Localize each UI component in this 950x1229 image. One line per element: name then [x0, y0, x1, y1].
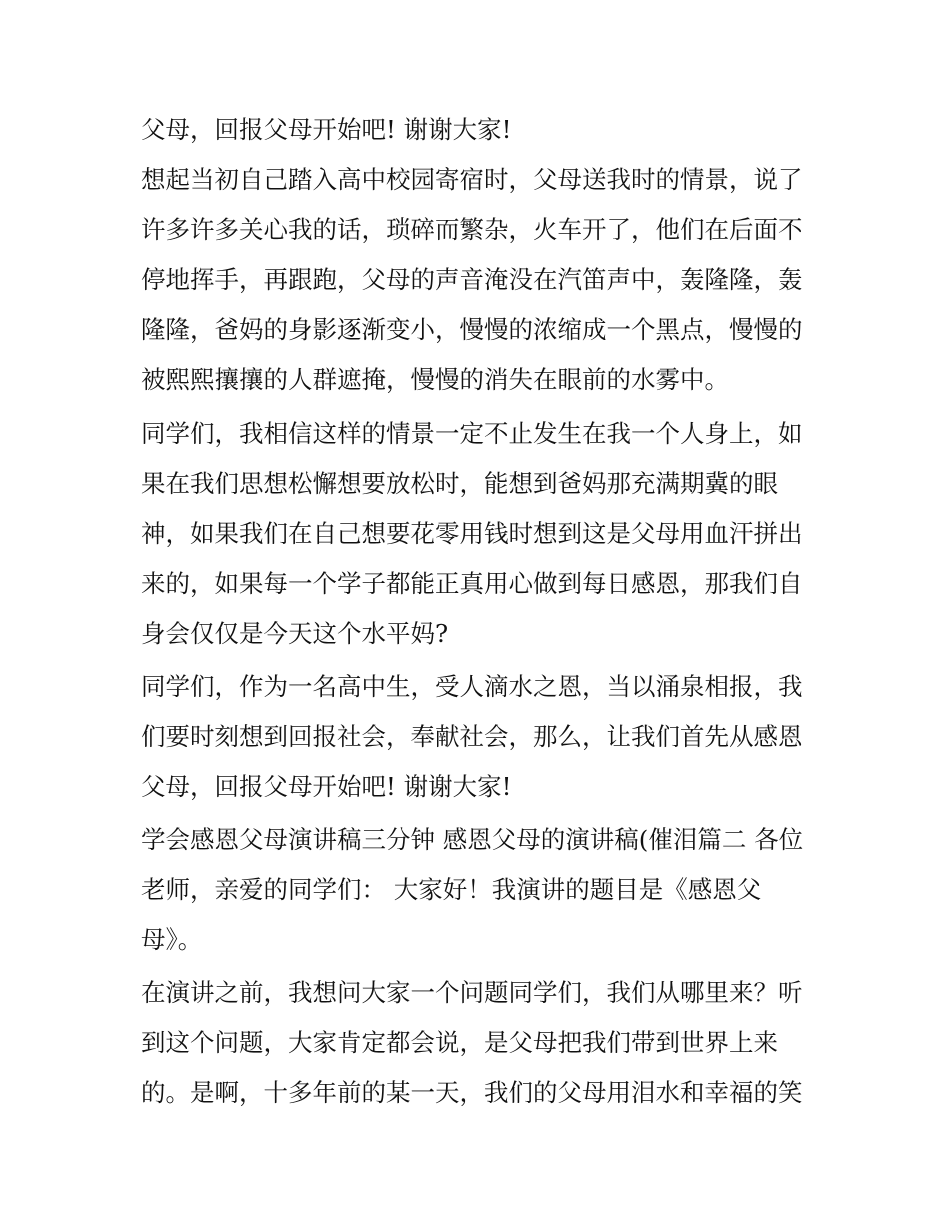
text-line-11: 身会仅仅是今天这个水平妈?: [141, 619, 449, 648]
text-line-7: 同学们，我相信这样的情景一定不止发生在我一个人身上，如: [141, 419, 803, 448]
text-line-18: 在演讲之前，我想问大家一个问题同学们，我们从哪里来？听: [141, 978, 803, 1007]
text-line-5: 隆隆，爸妈的身影逐渐变小，慢慢的浓缩成一个黑点，慢慢的: [141, 315, 803, 344]
text-line-8: 果在我们思想松懈想要放松时，能想到爸妈那充满期冀的眼: [141, 469, 778, 498]
text-line-2: 想起当初自己踏入高中校园寄宿时，父母送我时的情景，说了: [141, 165, 803, 194]
text-line-13: 们要时刻想到回报社会，奉献社会，那么，让我们首先从感恩: [141, 722, 803, 751]
text-line-3: 许多许多关心我的话，琐碎而繁杂，火车开了，他们在后面不: [141, 215, 803, 244]
text-line-4: 停地挥手，再跟跑，父母的声音淹没在汽笛声中，轰隆隆，轰: [141, 265, 803, 294]
text-line-9: 神，如果我们在自己想要花零用钱时想到这是父母用血汗拼出: [141, 519, 803, 548]
text-line-20: 的。是啊，十多年前的某一天，我们的父母用泪水和幸福的笑: [141, 1078, 803, 1107]
text-line-19: 到这个问题，大家肯定都会说，是父母把我们带到世界上来: [141, 1028, 778, 1057]
text-line-17: 母》。: [141, 925, 203, 954]
text-line-6: 被熙熙攘攘的人群遮掩，慢慢的消失在眼前的水雾中。: [141, 365, 729, 394]
text-line-1: 父母，回报父母开始吧! 谢谢大家!: [141, 115, 512, 144]
text-line-10: 来的，如果每一个学子都能正真用心做到每日感恩，那我们自: [141, 569, 803, 598]
text-line-12: 同学们，作为一名高中生，受人滴水之恩，当以涌泉相报，我: [141, 672, 803, 701]
text-line-15: 学会感恩父母演讲稿三分钟 感恩父母的演讲稿(催泪篇二 各位: [141, 825, 804, 854]
text-line-14: 父母，回报父母开始吧! 谢谢大家!: [141, 772, 512, 801]
text-line-16: 老师，亲爱的同学们： 大家好！我演讲的题目是《感恩父: [141, 875, 762, 904]
